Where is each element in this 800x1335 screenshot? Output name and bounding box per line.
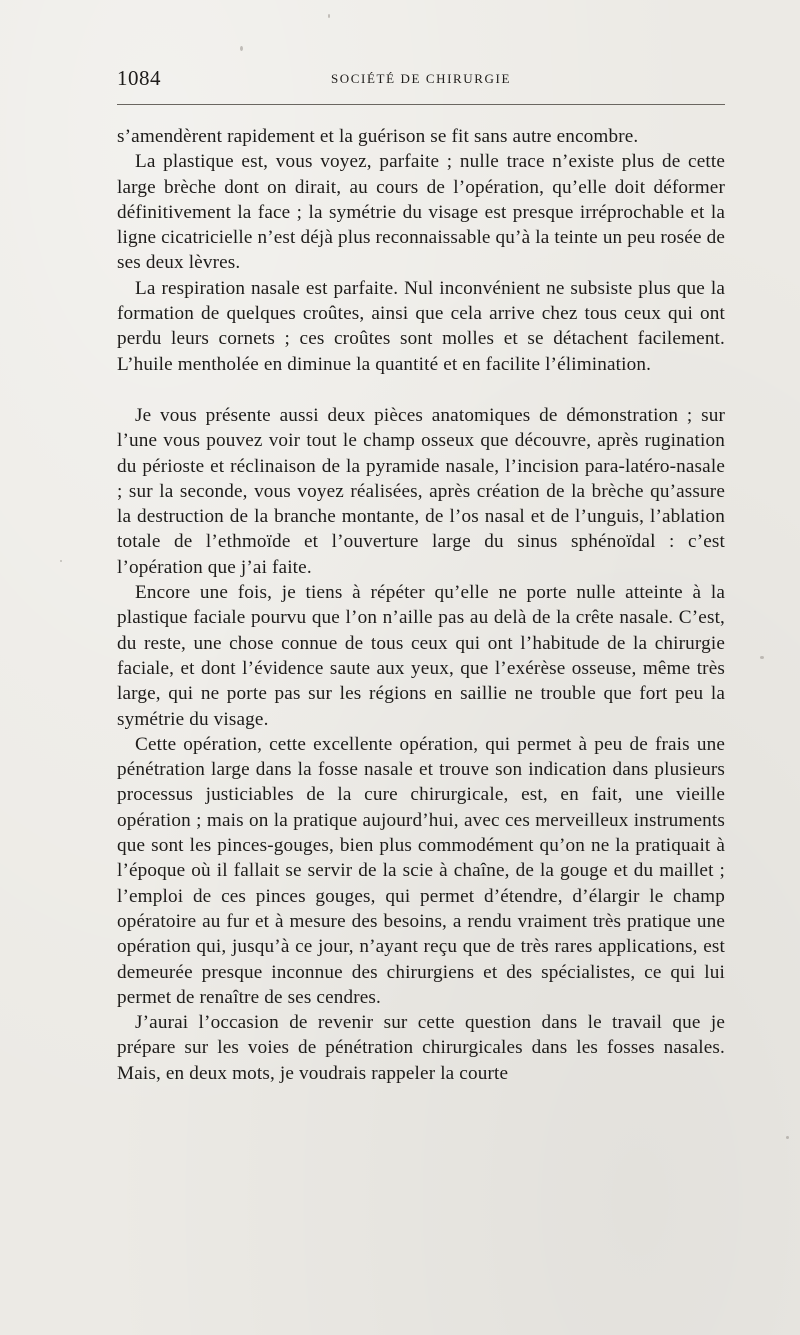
running-title: SOCIÉTÉ DE CHIRURGIE [330,71,512,86]
paper-speck [60,560,62,562]
body-text [117,124,725,1086]
paper-speck [786,1136,789,1139]
header-rule [117,104,725,105]
paragraph-5: Encore une fois, je tiens à répéter qu’elle ne porte nulle atteinte à la plastique faciale pourvu que l’on n’aille pas au delà de la crête nasale. C’est, du reste, une chose connue de tous ceux qui ont l’habitude de la chirurgie faciale, et dont l’évidence saute aux yeux, que l’exérèse osseuse, même très large, qui ne porte pas sur les régions en saillie ne trouble que fort peu la symétrie du visage. [117,582,725,730]
paper-speck [240,46,243,51]
paragraph-1: s’amendèrent rapidement et la guérison se fit sans autre encombre. [117,126,639,147]
paper-speck [760,656,764,659]
paragraph-2: La plastique est, vous voyez, parfaite ; nulle trace n’existe plus de cette large brèche dont on dirait, au cours de l’opération, qu’elle doit déformer définitivement la face ; la symétrie du visage est presque irréprochable et la ligne cicatricielle n’est déjà plus reconnaissable qu’à la teinte un peu rosée de ses deux lèvres. [117,151,725,274]
paragraph-3: La respiration nasale est parfaite. Nul inconvénient ne subsiste plus que la formation de quelques croûtes, ainsi que cela arrive chez tous ceux qui ont perdu leurs cornets ; ces croûtes sont molles et se détachent facilement. L’huile mentholée en diminue la quantité et en facilite l’élimination. [117,277,725,375]
paragraph-7: J’aurai l’occasion de revenir sur cette question dans le travail que je prépare sur les voies de pénétration chirurgicales dans les fosses nasales. Mais, en deux mots, je voudrais rappeler la courte [117,1012,725,1084]
paragraph-4: Je vous présente aussi deux pièces anatomiques de démonstration ; sur l’une vous pouvez voir tout le champ osseux que découvre, après rugination du périoste et réclinaison de la pyramide nasale, l’incision para-latéro-nasale ; sur la seconde, vous voyez réalisées, après création de la brèche qu’assure la destruction de la branche montante, de l’os nasal et de l’unguis, l’ablation totale de l’ethmoïde et l’ouverture large du sinus sphénoïdal : c’est l’opération que j’ai faite. [117,404,725,578]
page-number: 1084 [117,66,161,90]
page-header [117,66,725,100]
paper-speck [328,14,330,18]
paragraph-6: Cette opération, cette excellente opération, qui permet à peu de frais une pénétration large dans la fosse nasale et trouve son indication dans plusieurs processus justiciables de la cure chirurgicale, est, en fait, une vieille opération ; mais on la pratique aujourd’hui, avec ces merveilleux instruments que sont les pinces-gouges, bien plus commodément qu’on ne la pratiquait à l’époque où il fallait se servir de la scie à chaîne, de la gouge et du maillet ; l’emploi de ces pinces gouges, qui permet d’étendre, d’élargir le champ opératoire au fur et à mesure des besoins, a rendu vraiment très pratique une opération qui, jusqu’à ce jour, n’ayant reçu que de très rares applications, est demeurée presque inconnue des chirurgiens et des spécialistes, ce qui lui permet de renaître de ses cendres. [117,733,725,1008]
